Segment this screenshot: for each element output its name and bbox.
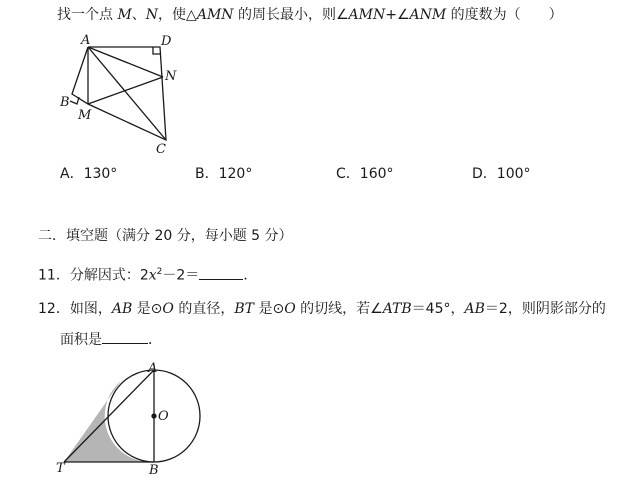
- question-11: 11．分解因式：$2x^2-2=$ ．: [38, 267, 258, 284]
- label-n: N: [165, 69, 177, 84]
- option-b[interactable]: B．120°: [195, 166, 253, 182]
- shaded-region: [64, 381, 154, 462]
- label-c: C: [156, 142, 166, 157]
- segment-an: [88, 47, 163, 77]
- center-point-o: [152, 414, 156, 418]
- answer-blank-12[interactable]: [102, 331, 148, 344]
- figure-circle: [64, 370, 200, 462]
- label-b: B: [60, 95, 70, 110]
- option-c[interactable]: C．160°: [336, 166, 394, 182]
- label-b2: B: [149, 463, 159, 478]
- answer-blank-11[interactable]: [199, 267, 243, 280]
- question-12: 12．如图，AB 是⊙O 的直径，BT 是⊙O 的切线，若∠ATB＝45°，AB＝2，则阴影部分的: [38, 301, 606, 317]
- option-d[interactable]: D．100°: [472, 166, 531, 182]
- label-m: M: [78, 108, 92, 123]
- segment-mn: [88, 77, 163, 104]
- right-angle-d: [153, 47, 160, 54]
- label-t: T: [56, 461, 65, 476]
- label-d: D: [161, 34, 172, 49]
- label-a: A: [81, 33, 91, 48]
- option-a[interactable]: A．130°: [60, 166, 118, 182]
- label-a2: A: [148, 361, 158, 376]
- question-12-line2: 面积是 ．: [60, 332, 162, 348]
- question-prev-text: 找一个点 M、N，使△AMN 的周长最小，则∠AMN+∠ANM 的度数为（ ）: [57, 7, 563, 23]
- segment-ac: [88, 47, 166, 140]
- section-heading: 二．填空题（满分 20 分，每小题 5 分）: [38, 228, 293, 244]
- label-o: O: [158, 409, 169, 424]
